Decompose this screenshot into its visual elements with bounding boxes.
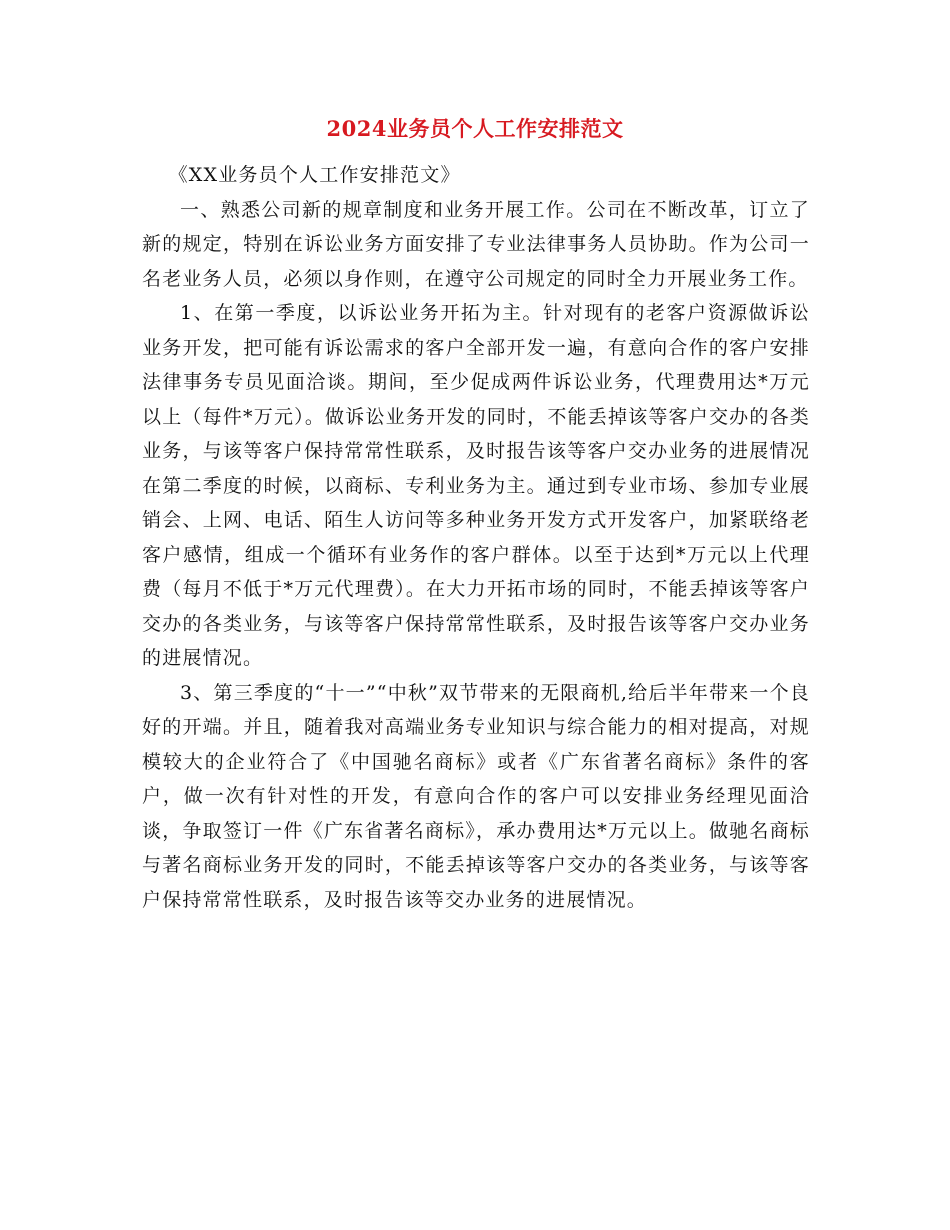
paragraph-2: 1、在第一季度，以诉讼业务开拓为主。针对现有的老客户资源做诉讼业务开发，把可能有诉讼需求的客户全部开发一遍，有意向合作的客户安排法律事务专员见面洽谈。期间，至少促成两件诉讼业务，代理费用达*万元以上（每件*万元）。做诉讼业务开发的同时，不能丢掉该等客户交办的各类业务，与该等客户保持常常性联系，及时报告该等客户交办业务的进展情况在第二季度的时候，以商标、专利业务为主。通过到专业市场、参加专业展销会、上网、电话、陌生人访问等多种业务开发方式开发客户，加紧联络老客户感情，组成一个循环有业务作的客户群体。以至于达到*万元以上代理费（每月不低于*万元代理费）。在大力开拓市场的同时，不能丢掉该等客户交办的各类业务，与该等客户保持常常性联系，及时报告该等客户交办业务的进展情况。 — [142, 302, 810, 669]
document-title: 2024业务员个人工作安排范文 — [326, 116, 624, 141]
document-body — [142, 158, 810, 917]
paragraph-1: 一、熟悉公司新的规章制度和业务开展工作。公司在不断改革，订立了新的规定，特别在诉讼业务方面安排了专业法律事务人员协助。作为公司一名老业务人员，必须以身作则，在遵守公司规定的同时全力开展业务工作。 — [142, 198, 810, 290]
paragraph-3: 3、第三季度的“十一”“中秋”双节带来的无限商机,给后半年带来一个良好的开端。并且，随着我对高端业务专业知识与综合能力的相对提高，对规模较大的企业符合了《中国驰名商标》或者《广东省著名商标》条件的客户，做一次有针对性的开发，有意向合作的客户可以安排业务经理见面洽谈，争取签订一件《广东省著名商标》，承办费用达*万元以上。做驰名商标与著名商标业务开发的同时，不能丢掉该等客户交办的各类业务，与该等客户保持常常性联系，及时报告该等交办业务的进展情况。 — [142, 681, 810, 911]
document-subtitle: 《XX业务员个人工作安排范文》 — [168, 164, 461, 186]
